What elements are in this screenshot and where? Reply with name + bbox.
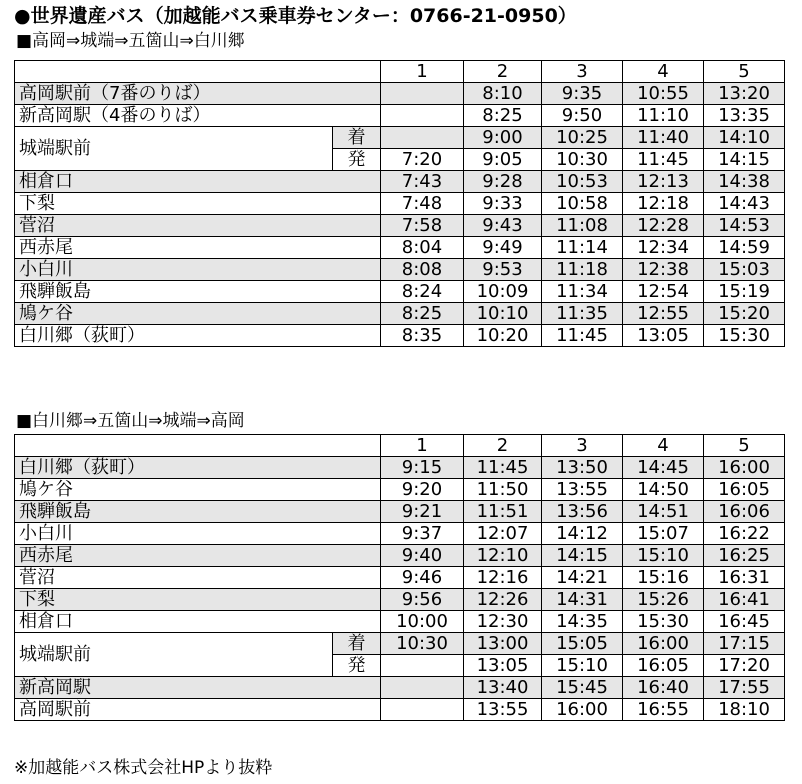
time-cell: 15:30 — [623, 611, 704, 633]
time-cell: 13:35 — [704, 105, 785, 127]
time-cell: 15:26 — [623, 589, 704, 611]
time-cell: 7:43 — [381, 171, 464, 193]
table-row — [15, 567, 785, 589]
table-row — [15, 215, 785, 237]
departure-label: 発 — [333, 655, 381, 677]
header-blank-cell — [15, 435, 381, 457]
stop-name: 鳩ケ谷 — [15, 303, 381, 325]
time-cell: 11:35 — [542, 303, 623, 325]
time-cell: 12:54 — [623, 281, 704, 303]
time-cell: 10:09 — [464, 281, 542, 303]
time-cell: 16:00 — [704, 457, 785, 479]
time-cell: 14:53 — [704, 215, 785, 237]
time-cell: 14:43 — [704, 193, 785, 215]
time-cell: 16:06 — [704, 501, 785, 523]
time-cell: 16:41 — [704, 589, 785, 611]
stop-name: 新高岡駅（4番のりば） — [15, 105, 381, 127]
column-header: 1 — [381, 61, 464, 83]
column-header: 3 — [542, 435, 623, 457]
stop-name: 小白川 — [15, 523, 381, 545]
time-cell: 15:16 — [623, 567, 704, 589]
time-cell: 9:37 — [381, 523, 464, 545]
stop-name: 白川郷（荻町） — [15, 457, 381, 479]
table-row — [15, 633, 785, 655]
time-cell: 15:03 — [704, 259, 785, 281]
stop-name: 菅沼 — [15, 215, 381, 237]
time-cell: 9:05 — [464, 149, 542, 171]
header-row — [15, 435, 785, 457]
table-row — [15, 237, 785, 259]
table-row — [15, 171, 785, 193]
stop-name: 城端駅前 — [15, 633, 333, 677]
time-cell: 11:08 — [542, 215, 623, 237]
time-cell — [381, 655, 464, 677]
time-cell: 10:30 — [542, 149, 623, 171]
time-cell: 16:31 — [704, 567, 785, 589]
time-cell: 12:07 — [464, 523, 542, 545]
time-cell: 16:05 — [704, 479, 785, 501]
time-cell: 10:10 — [464, 303, 542, 325]
table-row — [15, 105, 785, 127]
column-header: 4 — [623, 435, 704, 457]
time-cell: 10:00 — [381, 611, 464, 633]
time-cell: 13:05 — [623, 325, 704, 347]
time-cell: 15:45 — [542, 677, 623, 699]
time-cell: 12:28 — [623, 215, 704, 237]
time-cell: 14:35 — [542, 611, 623, 633]
time-cell: 11:45 — [542, 325, 623, 347]
stop-name: 相倉口 — [15, 171, 381, 193]
table-row — [15, 259, 785, 281]
time-cell: 14:59 — [704, 237, 785, 259]
route2-title: ■白川郷⇒五箇山⇒城端⇒高岡 — [16, 411, 245, 431]
time-cell: 7:48 — [381, 193, 464, 215]
time-cell — [381, 677, 464, 699]
time-cell: 15:07 — [623, 523, 704, 545]
table-row — [15, 83, 785, 105]
table-row — [15, 127, 785, 149]
time-cell: 11:45 — [464, 457, 542, 479]
time-cell: 15:19 — [704, 281, 785, 303]
table-row — [15, 325, 785, 347]
time-cell: 13:40 — [464, 677, 542, 699]
time-cell: 8:35 — [381, 325, 464, 347]
time-cell: 16:22 — [704, 523, 785, 545]
time-cell: 18:10 — [704, 699, 785, 721]
time-cell: 12:38 — [623, 259, 704, 281]
time-cell: 8:25 — [464, 105, 542, 127]
time-cell: 10:25 — [542, 127, 623, 149]
time-cell: 9:20 — [381, 479, 464, 501]
stop-name: 西赤尾 — [15, 545, 381, 567]
time-cell: 14:50 — [623, 479, 704, 501]
time-cell: 9:49 — [464, 237, 542, 259]
table-row — [15, 611, 785, 633]
route1-timetable — [14, 60, 785, 347]
time-cell: 15:20 — [704, 303, 785, 325]
time-cell: 16:40 — [623, 677, 704, 699]
time-cell: 8:10 — [464, 83, 542, 105]
time-cell: 14:21 — [542, 567, 623, 589]
column-header: 2 — [464, 435, 542, 457]
table-row — [15, 501, 785, 523]
time-cell: 13:20 — [704, 83, 785, 105]
time-cell — [381, 127, 464, 149]
time-cell: 12:30 — [464, 611, 542, 633]
departure-label: 発 — [333, 149, 381, 171]
stop-name: 新高岡駅 — [15, 677, 381, 699]
time-cell: 11:45 — [623, 149, 704, 171]
time-cell: 16:25 — [704, 545, 785, 567]
table-row — [15, 589, 785, 611]
time-cell: 11:40 — [623, 127, 704, 149]
time-cell: 15:30 — [704, 325, 785, 347]
time-cell: 13:56 — [542, 501, 623, 523]
time-cell: 16:00 — [623, 633, 704, 655]
time-cell: 8:04 — [381, 237, 464, 259]
time-cell: 9:35 — [542, 83, 623, 105]
time-cell: 9:33 — [464, 193, 542, 215]
time-cell: 7:58 — [381, 215, 464, 237]
time-cell: 15:10 — [542, 655, 623, 677]
stop-name: 相倉口 — [15, 611, 381, 633]
time-cell: 14:12 — [542, 523, 623, 545]
source-note: ※加越能バス株式会社HPより抜粋 — [14, 758, 273, 778]
header-blank-cell — [15, 61, 381, 83]
time-cell: 15:05 — [542, 633, 623, 655]
time-cell: 11:51 — [464, 501, 542, 523]
time-cell: 11:50 — [464, 479, 542, 501]
time-cell: 13:55 — [542, 479, 623, 501]
time-cell: 12:16 — [464, 567, 542, 589]
time-cell: 10:55 — [623, 83, 704, 105]
column-header: 5 — [704, 61, 785, 83]
time-cell: 8:25 — [381, 303, 464, 325]
time-cell: 9:00 — [464, 127, 542, 149]
stop-name: 飛騨飯島 — [15, 281, 381, 303]
time-cell: 15:10 — [623, 545, 704, 567]
time-cell: 10:58 — [542, 193, 623, 215]
column-header: 1 — [381, 435, 464, 457]
route2-timetable — [14, 434, 785, 721]
column-header: 3 — [542, 61, 623, 83]
stop-name: 高岡駅前 — [15, 699, 381, 721]
time-cell: 10:30 — [381, 633, 464, 655]
time-cell: 8:24 — [381, 281, 464, 303]
time-cell: 12:18 — [623, 193, 704, 215]
time-cell: 17:20 — [704, 655, 785, 677]
arrival-label: 着 — [333, 633, 381, 655]
table-row — [15, 699, 785, 721]
stop-name: 飛騨飯島 — [15, 501, 381, 523]
stop-name: 小白川 — [15, 259, 381, 281]
time-cell: 7:20 — [381, 149, 464, 171]
time-cell: 13:00 — [464, 633, 542, 655]
table-row — [15, 281, 785, 303]
arrival-label: 着 — [333, 127, 381, 149]
time-cell: 9:15 — [381, 457, 464, 479]
column-header: 4 — [623, 61, 704, 83]
page-title: ●世界遺産バス（加越能バス乗車券センター：0766-21-0950） — [14, 5, 577, 27]
time-cell: 10:53 — [542, 171, 623, 193]
time-cell: 12:26 — [464, 589, 542, 611]
time-cell — [381, 699, 464, 721]
time-cell: 11:10 — [623, 105, 704, 127]
time-cell: 12:34 — [623, 237, 704, 259]
time-cell: 9:50 — [542, 105, 623, 127]
time-cell: 12:55 — [623, 303, 704, 325]
time-cell: 9:53 — [464, 259, 542, 281]
time-cell: 13:55 — [464, 699, 542, 721]
header-row — [15, 61, 785, 83]
table-row — [15, 479, 785, 501]
time-cell: 14:15 — [704, 149, 785, 171]
stop-name: 西赤尾 — [15, 237, 381, 259]
table-row — [15, 193, 785, 215]
time-cell: 11:18 — [542, 259, 623, 281]
time-cell: 14:10 — [704, 127, 785, 149]
column-header: 5 — [704, 435, 785, 457]
stop-name: 菅沼 — [15, 567, 381, 589]
time-cell: 11:14 — [542, 237, 623, 259]
time-cell: 17:15 — [704, 633, 785, 655]
time-cell: 9:46 — [381, 567, 464, 589]
table-row — [15, 303, 785, 325]
stop-name: 白川郷（荻町） — [15, 325, 381, 347]
time-cell: 16:05 — [623, 655, 704, 677]
time-cell: 14:15 — [542, 545, 623, 567]
time-cell: 9:56 — [381, 589, 464, 611]
table-row — [15, 677, 785, 699]
table-row — [15, 457, 785, 479]
time-cell: 16:45 — [704, 611, 785, 633]
time-cell: 9:28 — [464, 171, 542, 193]
time-cell: 16:00 — [542, 699, 623, 721]
time-cell: 14:45 — [623, 457, 704, 479]
time-cell: 14:51 — [623, 501, 704, 523]
time-cell: 10:20 — [464, 325, 542, 347]
stop-name: 下梨 — [15, 589, 381, 611]
time-cell: 9:43 — [464, 215, 542, 237]
column-header: 2 — [464, 61, 542, 83]
stop-name: 鳩ケ谷 — [15, 479, 381, 501]
time-cell: 13:05 — [464, 655, 542, 677]
time-cell — [381, 83, 464, 105]
stop-name: 下梨 — [15, 193, 381, 215]
time-cell: 8:08 — [381, 259, 464, 281]
time-cell: 12:13 — [623, 171, 704, 193]
time-cell: 14:31 — [542, 589, 623, 611]
time-cell: 16:55 — [623, 699, 704, 721]
stop-name: 高岡駅前（7番のりば） — [15, 83, 381, 105]
time-cell: 9:21 — [381, 501, 464, 523]
stop-name: 城端駅前 — [15, 127, 333, 171]
route1-title: ■高岡⇒城端⇒五箇山⇒白川郷 — [16, 31, 245, 51]
time-cell: 13:50 — [542, 457, 623, 479]
time-cell: 11:34 — [542, 281, 623, 303]
table-row — [15, 545, 785, 567]
time-cell: 17:55 — [704, 677, 785, 699]
time-cell — [381, 105, 464, 127]
time-cell: 9:40 — [381, 545, 464, 567]
table-row — [15, 523, 785, 545]
time-cell: 12:10 — [464, 545, 542, 567]
time-cell: 14:38 — [704, 171, 785, 193]
